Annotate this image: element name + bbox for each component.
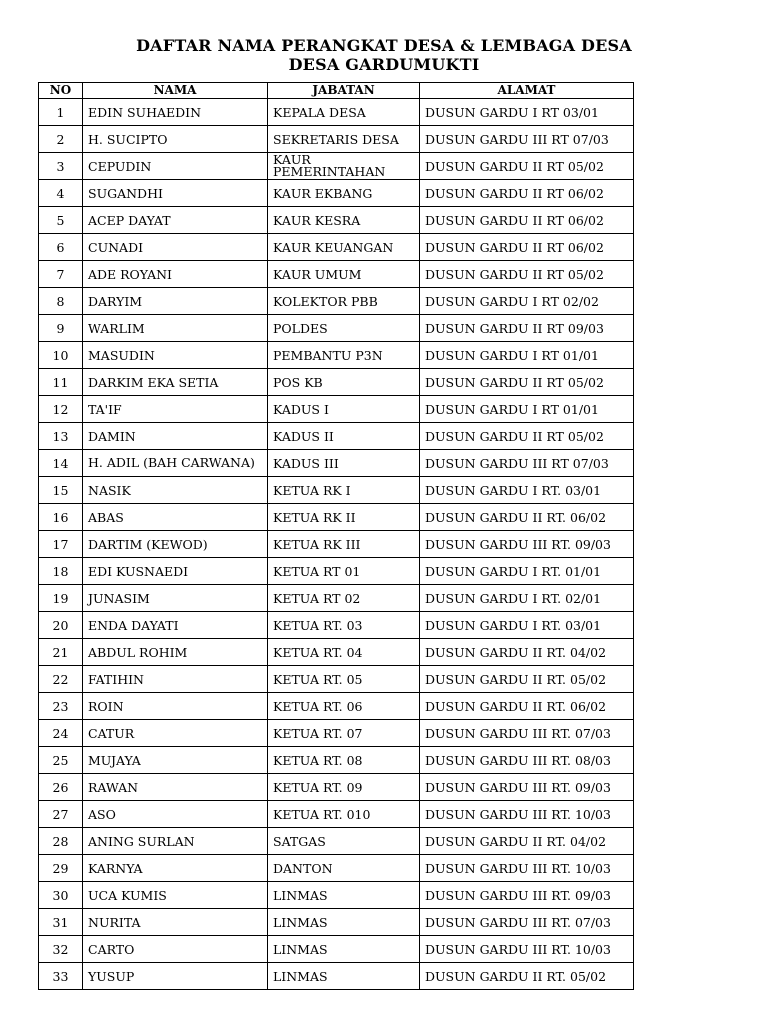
cell-nama: ABDUL ROHIM <box>83 639 268 666</box>
cell-jabatan: KAUR PEMERINTAHAN <box>268 153 420 180</box>
table-row <box>39 828 634 855</box>
cell-no: 12 <box>39 396 83 423</box>
cell-jabatan: KETUA RK I <box>268 477 420 504</box>
cell-alamat: DUSUN GARDU I RT 01/01 <box>420 396 634 423</box>
cell-nama: ASO <box>83 801 268 828</box>
cell-no: 15 <box>39 477 83 504</box>
cell-alamat: DUSUN GARDU I RT. 01/01 <box>420 558 634 585</box>
cell-nama: DARKIM EKA SETIA <box>83 369 268 396</box>
cell-jabatan: KETUA RT. 03 <box>268 612 420 639</box>
table-row <box>39 450 634 477</box>
cell-jabatan: KEPALA DESA <box>268 99 420 126</box>
cell-alamat: DUSUN GARDU I RT. 02/01 <box>420 585 634 612</box>
cell-no: 26 <box>39 774 83 801</box>
cell-nama: ANING SURLAN <box>83 828 268 855</box>
table-body <box>39 99 634 990</box>
cell-nama: MUJAYA <box>83 747 268 774</box>
cell-jabatan: KETUA RT 02 <box>268 585 420 612</box>
cell-nama: WARLIM <box>83 315 268 342</box>
cell-alamat: DUSUN GARDU II RT 06/02 <box>420 234 634 261</box>
cell-nama: ACEP DAYAT <box>83 207 268 234</box>
cell-alamat: DUSUN GARDU I RT. 03/01 <box>420 477 634 504</box>
table-row <box>39 288 634 315</box>
cell-no: 33 <box>39 963 83 990</box>
table-row <box>39 639 634 666</box>
cell-alamat: DUSUN GARDU II RT. 05/02 <box>420 666 634 693</box>
cell-jabatan: KADUS I <box>268 396 420 423</box>
cell-nama: YUSUP <box>83 963 268 990</box>
table-row <box>39 99 634 126</box>
header-alamat: ALAMAT <box>420 83 634 99</box>
table-row <box>39 747 634 774</box>
cell-alamat: DUSUN GARDU II RT. 04/02 <box>420 828 634 855</box>
cell-jabatan: KETUA RT. 07 <box>268 720 420 747</box>
header-no: NO <box>39 83 83 99</box>
cell-alamat: DUSUN GARDU II RT 05/02 <box>420 261 634 288</box>
cell-no: 32 <box>39 936 83 963</box>
cell-jabatan: KAUR KESRA <box>268 207 420 234</box>
table-row <box>39 585 634 612</box>
table-row <box>39 369 634 396</box>
table-row <box>39 720 634 747</box>
cell-alamat: DUSUN GARDU II RT 09/03 <box>420 315 634 342</box>
table-row <box>39 531 634 558</box>
cell-alamat: DUSUN GARDU II RT 05/02 <box>420 153 634 180</box>
cell-no: 1 <box>39 99 83 126</box>
cell-alamat: DUSUN GARDU I RT 01/01 <box>420 342 634 369</box>
cell-nama: ROIN <box>83 693 268 720</box>
cell-jabatan: PEMBANTU P3N <box>268 342 420 369</box>
cell-no: 23 <box>39 693 83 720</box>
cell-jabatan: LINMAS <box>268 882 420 909</box>
cell-alamat: DUSUN GARDU III RT. 07/03 <box>420 909 634 936</box>
cell-jabatan: KADUS III <box>268 450 420 477</box>
cell-no: 20 <box>39 612 83 639</box>
cell-nama: KARNYA <box>83 855 268 882</box>
cell-jabatan: KETUA RT. 06 <box>268 693 420 720</box>
cell-no: 17 <box>39 531 83 558</box>
cell-no: 19 <box>39 585 83 612</box>
cell-no: 29 <box>39 855 83 882</box>
cell-nama: ABAS <box>83 504 268 531</box>
cell-no: 21 <box>39 639 83 666</box>
cell-no: 18 <box>39 558 83 585</box>
cell-jabatan: LINMAS <box>268 936 420 963</box>
cell-no: 30 <box>39 882 83 909</box>
table-row <box>39 801 634 828</box>
cell-alamat: DUSUN GARDU I RT 03/01 <box>420 99 634 126</box>
table-row <box>39 774 634 801</box>
table-row <box>39 315 634 342</box>
table-row <box>39 693 634 720</box>
cell-jabatan: POLDES <box>268 315 420 342</box>
cell-no: 31 <box>39 909 83 936</box>
cell-no: 11 <box>39 369 83 396</box>
cell-nama: RAWAN <box>83 774 268 801</box>
cell-jabatan: KETUA RT 01 <box>268 558 420 585</box>
cell-alamat: DUSUN GARDU III RT. 07/03 <box>420 720 634 747</box>
cell-nama: H. SUCIPTO <box>83 126 268 153</box>
cell-jabatan: KETUA RT. 09 <box>268 774 420 801</box>
cell-nama: CARTO <box>83 936 268 963</box>
cell-no: 5 <box>39 207 83 234</box>
cell-no: 8 <box>39 288 83 315</box>
cell-no: 14 <box>39 450 83 477</box>
table-row <box>39 558 634 585</box>
personnel-table <box>38 82 634 990</box>
table-row <box>39 180 634 207</box>
cell-no: 9 <box>39 315 83 342</box>
cell-nama: EDIN SUHAEDIN <box>83 99 268 126</box>
cell-alamat: DUSUN GARDU I RT. 03/01 <box>420 612 634 639</box>
table-row <box>39 342 634 369</box>
cell-alamat: DUSUN GARDU III RT. 09/03 <box>420 774 634 801</box>
cell-jabatan: KETUA RT. 010 <box>268 801 420 828</box>
cell-jabatan: POS KB <box>268 369 420 396</box>
cell-jabatan: KAUR EKBANG <box>268 180 420 207</box>
cell-alamat: DUSUN GARDU I RT 02/02 <box>420 288 634 315</box>
cell-jabatan: DANTON <box>268 855 420 882</box>
cell-nama: DARTIM (KEWOD) <box>83 531 268 558</box>
cell-no: 13 <box>39 423 83 450</box>
cell-nama: NURITA <box>83 909 268 936</box>
cell-nama: TA'IF <box>83 396 268 423</box>
cell-nama: DARYIM <box>83 288 268 315</box>
cell-jabatan: KETUA RT. 05 <box>268 666 420 693</box>
table-row <box>39 234 634 261</box>
cell-jabatan: KAUR UMUM <box>268 261 420 288</box>
cell-nama: CEPUDIN <box>83 153 268 180</box>
cell-no: 7 <box>39 261 83 288</box>
cell-alamat: DUSUN GARDU II RT 06/02 <box>420 180 634 207</box>
cell-alamat: DUSUN GARDU III RT. 10/03 <box>420 855 634 882</box>
cell-no: 6 <box>39 234 83 261</box>
cell-nama: MASUDIN <box>83 342 268 369</box>
cell-alamat: DUSUN GARDU II RT. 04/02 <box>420 639 634 666</box>
cell-nama: H. ADIL (BAH CARWANA) <box>83 450 268 477</box>
cell-jabatan: KOLEKTOR PBB <box>268 288 420 315</box>
cell-jabatan: KETUA RT. 04 <box>268 639 420 666</box>
cell-nama: JUNASIM <box>83 585 268 612</box>
cell-alamat: DUSUN GARDU III RT 07/03 <box>420 126 634 153</box>
header-jabatan: JABATAN <box>268 83 420 99</box>
table-row <box>39 882 634 909</box>
cell-alamat: DUSUN GARDU II RT 06/02 <box>420 207 634 234</box>
cell-jabatan: KETUA RT. 08 <box>268 747 420 774</box>
cell-jabatan: SEKRETARIS DESA <box>268 126 420 153</box>
cell-nama: UCA KUMIS <box>83 882 268 909</box>
cell-nama: NASIK <box>83 477 268 504</box>
cell-nama: DAMIN <box>83 423 268 450</box>
cell-no: 3 <box>39 153 83 180</box>
table-row <box>39 936 634 963</box>
document-title: DAFTAR NAMA PERANGKAT DESA & LEMBAGA DESA <box>136 36 632 55</box>
cell-alamat: DUSUN GARDU II RT 05/02 <box>420 369 634 396</box>
table-row <box>39 666 634 693</box>
table-row <box>39 207 634 234</box>
cell-jabatan: KAUR KEUANGAN <box>268 234 420 261</box>
table-row <box>39 261 634 288</box>
cell-alamat: DUSUN GARDU III RT 07/03 <box>420 450 634 477</box>
table-row <box>39 126 634 153</box>
table-row <box>39 423 634 450</box>
cell-jabatan: SATGAS <box>268 828 420 855</box>
cell-nama: EDI KUSNAEDI <box>83 558 268 585</box>
cell-jabatan: LINMAS <box>268 909 420 936</box>
cell-nama: CUNADI <box>83 234 268 261</box>
table-row <box>39 855 634 882</box>
table-row <box>39 153 634 180</box>
header-nama: NAMA <box>83 83 268 99</box>
cell-jabatan: LINMAS <box>268 963 420 990</box>
cell-alamat: DUSUN GARDU II RT 05/02 <box>420 423 634 450</box>
cell-no: 27 <box>39 801 83 828</box>
cell-no: 24 <box>39 720 83 747</box>
table-row <box>39 612 634 639</box>
cell-nama: SUGANDHI <box>83 180 268 207</box>
cell-jabatan: KETUA RK II <box>268 504 420 531</box>
cell-alamat: DUSUN GARDU II RT. 06/02 <box>420 693 634 720</box>
cell-alamat: DUSUN GARDU III RT. 09/03 <box>420 882 634 909</box>
cell-no: 28 <box>39 828 83 855</box>
cell-no: 16 <box>39 504 83 531</box>
table-row <box>39 396 634 423</box>
table-row <box>39 477 634 504</box>
cell-jabatan: KETUA RK III <box>268 531 420 558</box>
cell-no: 22 <box>39 666 83 693</box>
table-row <box>39 504 634 531</box>
cell-no: 2 <box>39 126 83 153</box>
document-subtitle: DESA GARDUMUKTI <box>288 55 480 74</box>
cell-nama: CATUR <box>83 720 268 747</box>
table-row <box>39 963 634 990</box>
cell-alamat: DUSUN GARDU III RT. 08/03 <box>420 747 634 774</box>
cell-no: 25 <box>39 747 83 774</box>
cell-alamat: DUSUN GARDU III RT. 10/03 <box>420 936 634 963</box>
table-header-row <box>39 83 634 99</box>
cell-nama: ENDA DAYATI <box>83 612 268 639</box>
cell-alamat: DUSUN GARDU II RT. 06/02 <box>420 504 634 531</box>
table-row <box>39 909 634 936</box>
cell-jabatan: KADUS II <box>268 423 420 450</box>
cell-alamat: DUSUN GARDU II RT. 05/02 <box>420 963 634 990</box>
cell-no: 10 <box>39 342 83 369</box>
cell-no: 4 <box>39 180 83 207</box>
cell-nama: FATIHIN <box>83 666 268 693</box>
cell-alamat: DUSUN GARDU III RT. 10/03 <box>420 801 634 828</box>
cell-nama: ADE ROYANI <box>83 261 268 288</box>
cell-alamat: DUSUN GARDU III RT. 09/03 <box>420 531 634 558</box>
